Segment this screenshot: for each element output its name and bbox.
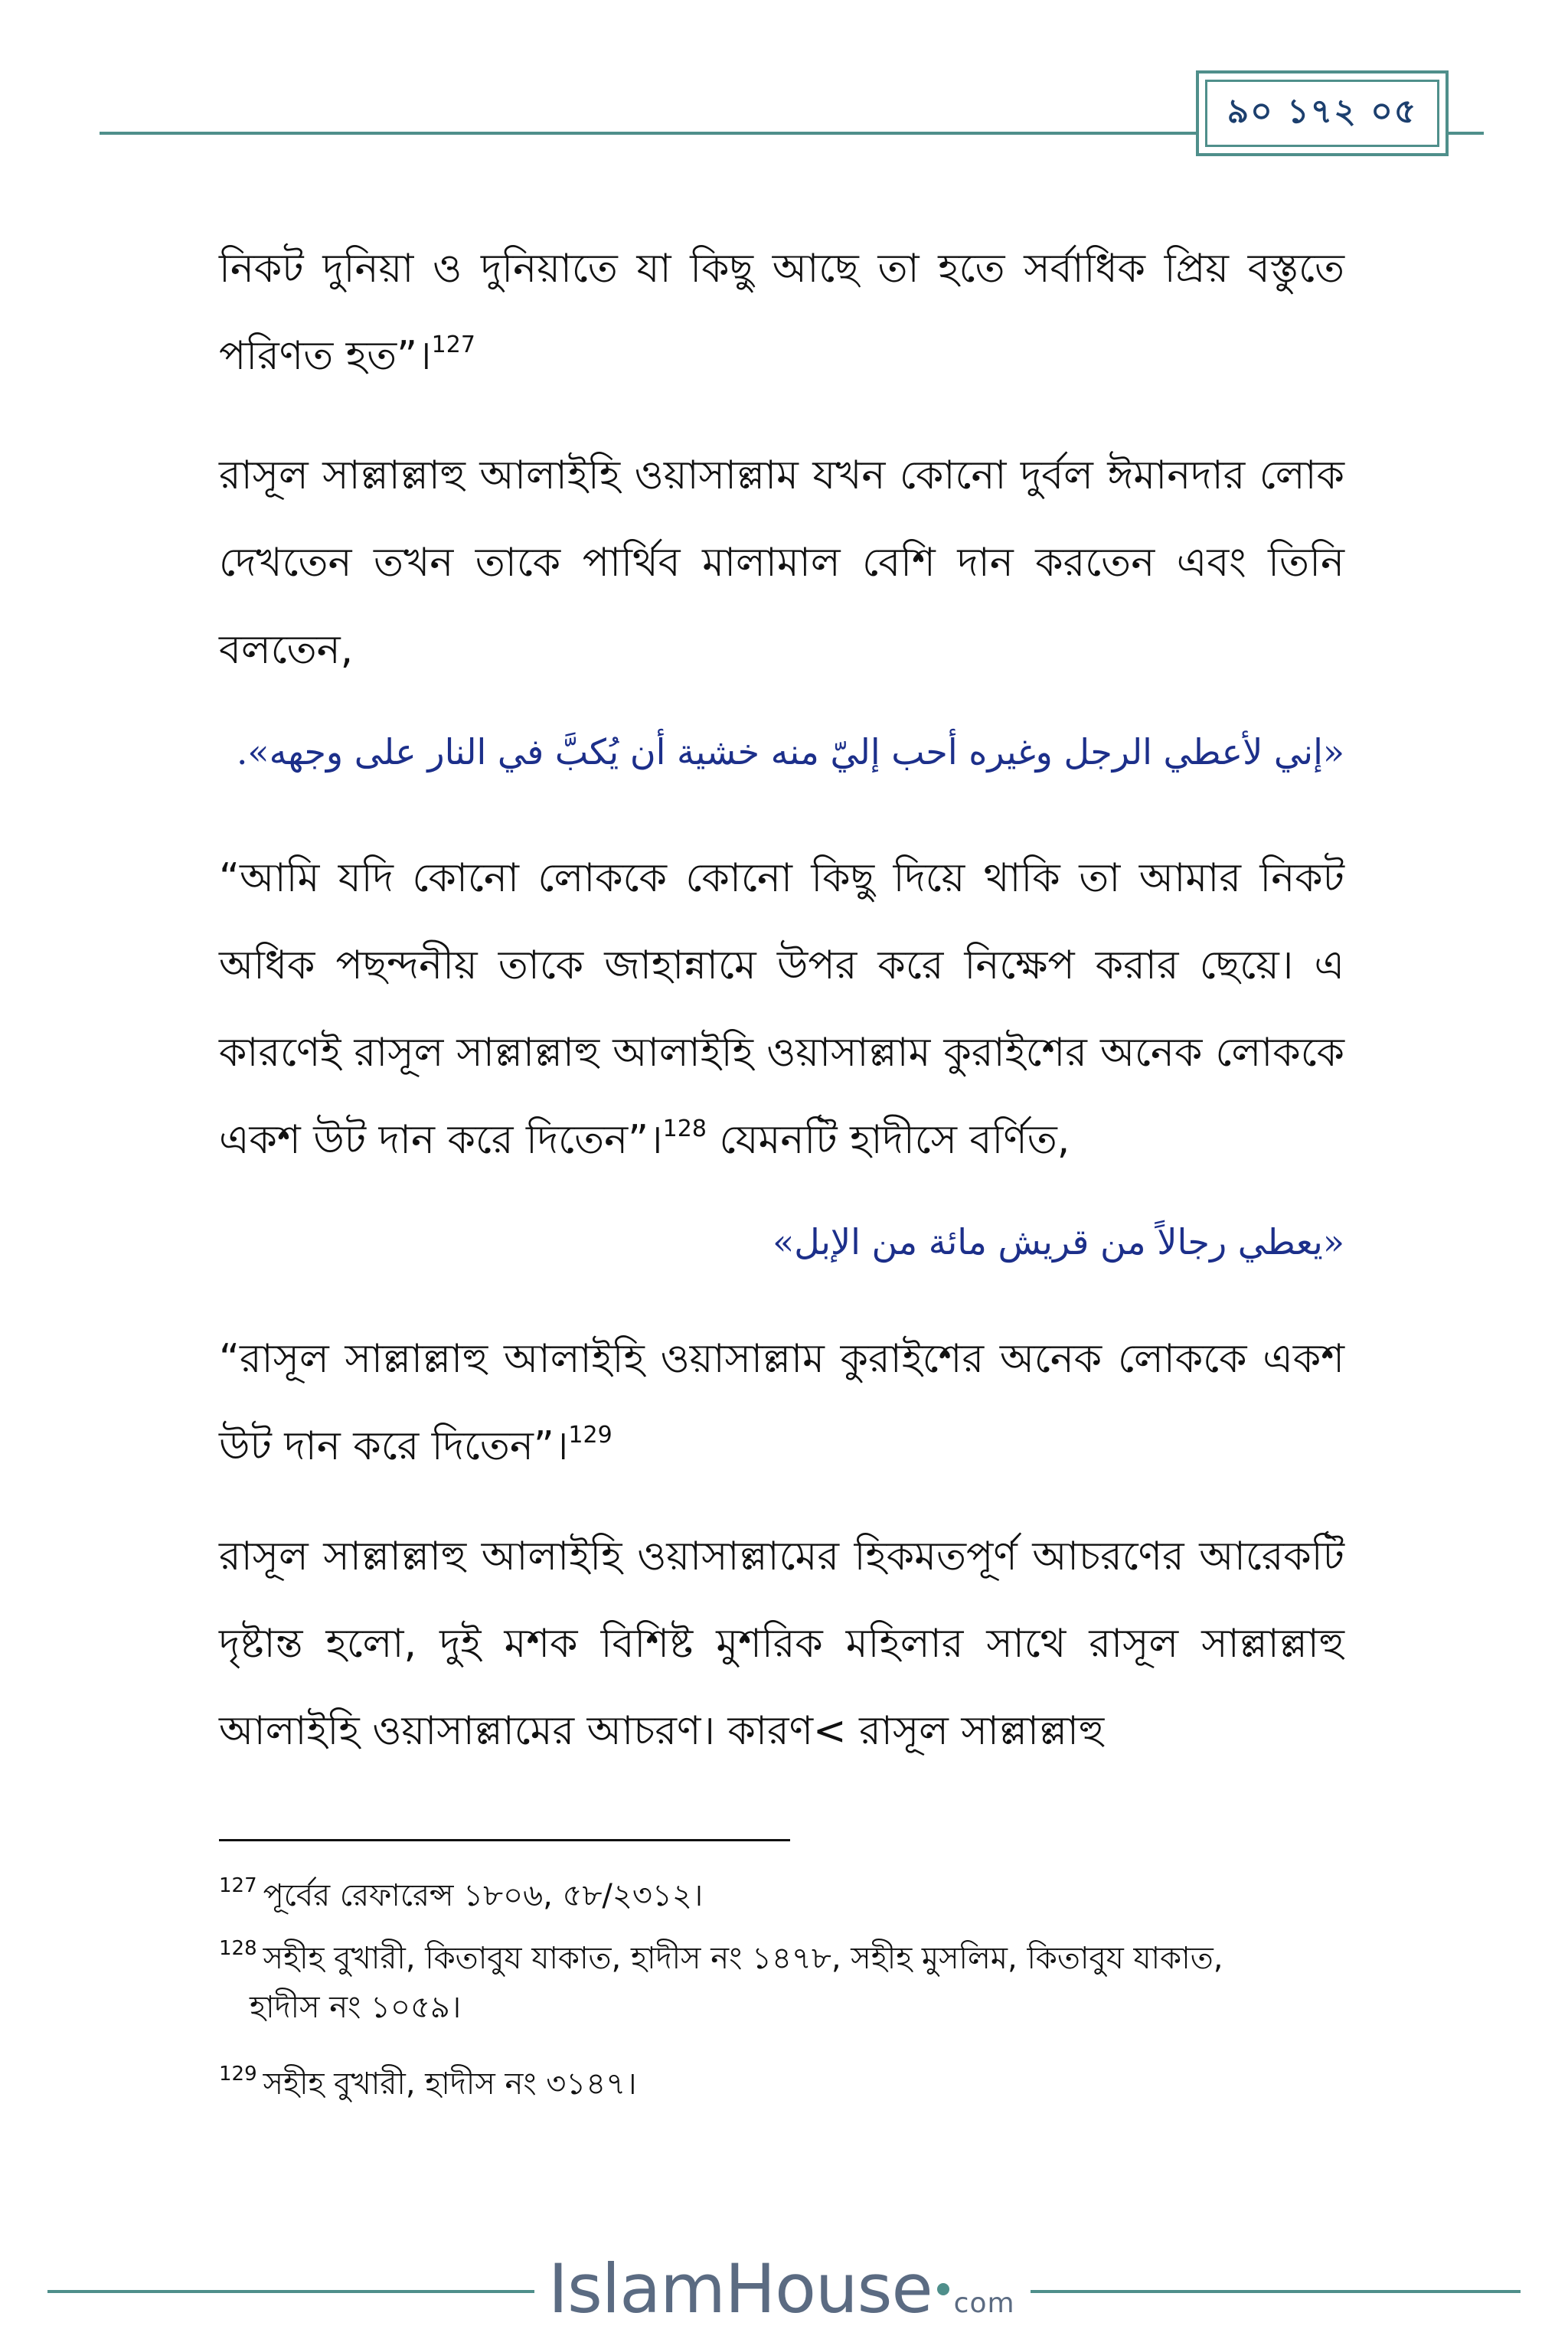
page-number-badge	[1196, 70, 1449, 156]
footer-rule-right	[1031, 2290, 1521, 2293]
footnote-separator	[219, 1839, 790, 1841]
paragraph-4	[219, 1315, 1344, 1490]
footnote-number: 127	[219, 1874, 257, 1897]
paragraph-3-text: “আমি যদি কোনো লোককে কোনো কিছু দিয়ে থাকি তা আমার নিকট অধিক পছন্দনীয় তাকে জাহান্নামে উপর করে নিক্ষেপ করার ছেয়ে। এ কারণেই রাসূল সাল্লাল্লাহু আলাইহি ওয়াসাল্লাম কুরাইশের অনেক লোককে একশ উট দান করে দিতেন”।	[219, 855, 1344, 1163]
footnote-128	[219, 1934, 1344, 2032]
footnote-text-continued: হাদীস নং ১০৫৯।	[250, 1990, 462, 2025]
footnote-ref-129[interactable]: 129	[568, 1422, 612, 1449]
header-rule-right	[1449, 132, 1484, 135]
logo-wordmark: IslamHouse	[548, 2249, 933, 2328]
footer-rule-left	[47, 2290, 534, 2293]
paragraph-3	[219, 835, 1344, 1184]
arabic-quote-2: «يعطي رجالاً من قريش مائة من الإبل»	[773, 1221, 1344, 1263]
footnote-ref-128[interactable]: 128	[662, 1116, 707, 1142]
footnote-number: 129	[219, 2063, 257, 2086]
page-number: ৯০ ১৭২ ০৫	[1205, 80, 1439, 147]
paragraph-3-tail: যেমনটি হাদীসে বর্ণিত,	[706, 1117, 1070, 1163]
footnote-text: পূর্বের রেফারেন্স ১৮০৬, ৫৮/২৩১২।	[263, 1878, 704, 1913]
paragraph-4-text: “রাসূল সাল্লাল্লাহু আলাইহি ওয়াসাল্লাম কুরাইশের অনেক লোককে একশ উট দান করে দিতেন”।	[219, 1336, 1344, 1469]
paragraph-1-text: নিকট দুনিয়া ও দুনিয়াতে যা কিছু আছে তা হতে সর্বাধিক প্রিয় বস্তুতে পরিণত হত”।	[219, 246, 1344, 379]
logo-dot-icon	[937, 2283, 949, 2295]
footnote-number: 128	[219, 1937, 257, 1960]
paragraph-5-text: রাসূল সাল্লাল্লাহু আলাইহি ওয়াসাল্লামের হিকমতপূর্ণ আচরণের আরেকটি দৃষ্টান্ত হলো, দুই মশক বিশিষ্ট মুশরিক মহিলার সাথে রাসূল সাল্লাল্লাহু আলাইহি ওয়াসাল্লামের আচরণ। কারণ< রাসূল সাল্লাল্লাহু	[219, 1534, 1344, 1754]
footnote-ref-127[interactable]: 127	[431, 332, 475, 358]
paragraph-2-text: রাসূল সাল্লাল্লাহু আলাইহি ওয়াসাল্লাম যখন কোনো দুর্বল ঈমানদার লোক দেখতেন তখন তাকে পার্থিব মালামাল বেশি দান করতেন এবং তিনি বলতেন,	[219, 452, 1344, 673]
paragraph-1	[219, 225, 1344, 400]
footnote-129	[219, 2060, 1344, 2109]
paragraph-5	[219, 1513, 1344, 1775]
footnote-127	[219, 1871, 1344, 1920]
logo-suffix: com	[953, 2288, 1015, 2319]
footnote-text: সহীহ বুখারী, হাদীস নং ৩১৪৭।	[263, 2066, 637, 2102]
header-rule-left	[100, 132, 1196, 135]
arabic-quote-1: «إني لأعطي الرجل وغيره أحب إليّ منه خشية أن يُكبَّ في النار على وجهه».	[236, 731, 1344, 773]
islamhouse-logo	[548, 2243, 1015, 2335]
footnote-text: সহীহ বুখারী, কিতাবুয যাকাত, হাদীস নং ১৪৭৮, সহীহ মুসলিম, কিতাবুয যাকাত,	[263, 1941, 1223, 1976]
paragraph-2	[219, 432, 1344, 694]
